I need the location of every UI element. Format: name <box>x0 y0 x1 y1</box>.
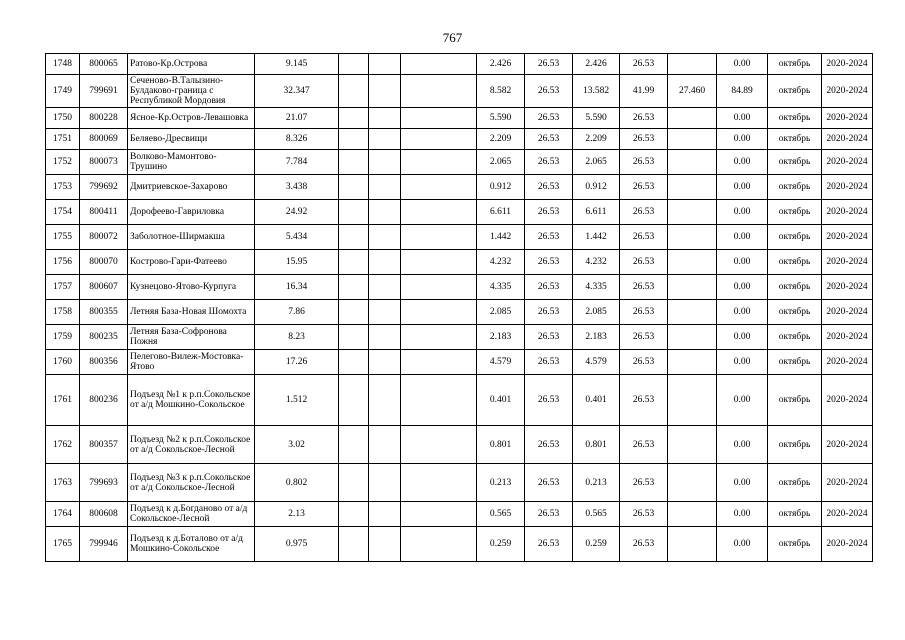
empty-cell <box>339 527 369 562</box>
row-number: 1759 <box>46 325 80 350</box>
road-length: 2.13 <box>255 502 339 527</box>
value-5 <box>668 464 717 502</box>
empty-cell <box>339 225 369 250</box>
value-1: 4.335 <box>477 275 525 300</box>
empty-cell <box>339 426 369 464</box>
value-4: 26.53 <box>620 375 668 426</box>
empty-cell <box>401 225 477 250</box>
years: 2020-2024 <box>822 75 873 108</box>
month: октябрь <box>768 464 822 502</box>
value-3: 4.335 <box>573 275 620 300</box>
value-6: 0.00 <box>717 527 768 562</box>
road-code: 799691 <box>80 75 128 108</box>
empty-cell <box>339 325 369 350</box>
value-3: 0.213 <box>573 464 620 502</box>
row-number: 1753 <box>46 175 80 200</box>
value-5 <box>668 108 717 129</box>
value-5 <box>668 300 717 325</box>
value-2: 26.53 <box>525 502 573 527</box>
value-4: 26.53 <box>620 527 668 562</box>
value-3: 4.579 <box>573 350 620 375</box>
table-row <box>46 300 873 325</box>
empty-cell <box>369 464 401 502</box>
empty-cell <box>339 502 369 527</box>
road-length: 3.02 <box>255 426 339 464</box>
value-3: 6.611 <box>573 200 620 225</box>
row-number: 1758 <box>46 300 80 325</box>
month: октябрь <box>768 325 822 350</box>
road-length: 1.512 <box>255 375 339 426</box>
road-name: Подъезд №2 к р.п.Сокольское от а/д Сокольское-Лесной <box>128 426 255 464</box>
years: 2020-2024 <box>822 200 873 225</box>
value-6: 0.00 <box>717 150 768 175</box>
value-2: 26.53 <box>525 150 573 175</box>
value-2: 26.53 <box>525 175 573 200</box>
value-1: 0.401 <box>477 375 525 426</box>
value-1: 5.590 <box>477 108 525 129</box>
empty-cell <box>369 527 401 562</box>
years: 2020-2024 <box>822 150 873 175</box>
value-4: 26.53 <box>620 464 668 502</box>
table-body <box>46 54 873 562</box>
road-code: 800607 <box>80 275 128 300</box>
road-length: 32.347 <box>255 75 339 108</box>
row-number: 1751 <box>46 129 80 150</box>
value-1: 2.085 <box>477 300 525 325</box>
road-code: 800073 <box>80 150 128 175</box>
value-6: 0.00 <box>717 175 768 200</box>
road-code: 800235 <box>80 325 128 350</box>
road-code: 800228 <box>80 108 128 129</box>
value-6: 0.00 <box>717 54 768 75</box>
empty-cell <box>369 150 401 175</box>
value-2: 26.53 <box>525 527 573 562</box>
month: октябрь <box>768 150 822 175</box>
empty-cell <box>369 175 401 200</box>
value-1: 0.912 <box>477 175 525 200</box>
table-row <box>46 200 873 225</box>
value-4: 41.99 <box>620 75 668 108</box>
value-5 <box>668 325 717 350</box>
value-1: 2.065 <box>477 150 525 175</box>
value-3: 0.401 <box>573 375 620 426</box>
empty-cell <box>401 300 477 325</box>
row-number: 1756 <box>46 250 80 275</box>
value-2: 26.53 <box>525 200 573 225</box>
years: 2020-2024 <box>822 250 873 275</box>
years: 2020-2024 <box>822 108 873 129</box>
road-name: Летняя База-Софронова Пожня <box>128 325 255 350</box>
table-row <box>46 225 873 250</box>
empty-cell <box>401 464 477 502</box>
years: 2020-2024 <box>822 464 873 502</box>
value-5 <box>668 225 717 250</box>
road-name: Волково-Мамонтово-Трушино <box>128 150 255 175</box>
value-3: 0.565 <box>573 502 620 527</box>
value-3: 0.912 <box>573 175 620 200</box>
value-5 <box>668 250 717 275</box>
value-6: 0.00 <box>717 300 768 325</box>
value-3: 2.426 <box>573 54 620 75</box>
years: 2020-2024 <box>822 350 873 375</box>
value-1: 4.232 <box>477 250 525 275</box>
road-code: 800070 <box>80 250 128 275</box>
month: октябрь <box>768 502 822 527</box>
value-6: 84.89 <box>717 75 768 108</box>
month: октябрь <box>768 200 822 225</box>
empty-cell <box>401 375 477 426</box>
row-number: 1749 <box>46 75 80 108</box>
empty-cell <box>401 175 477 200</box>
value-2: 26.53 <box>525 54 573 75</box>
row-number: 1750 <box>46 108 80 129</box>
empty-cell <box>401 150 477 175</box>
row-number: 1762 <box>46 426 80 464</box>
value-2: 26.53 <box>525 275 573 300</box>
empty-cell <box>339 250 369 275</box>
years: 2020-2024 <box>822 502 873 527</box>
years: 2020-2024 <box>822 325 873 350</box>
empty-cell <box>369 300 401 325</box>
empty-cell <box>401 75 477 108</box>
road-name: Подъезд к д.Боталово от а/д Мошкино-Сокольское <box>128 527 255 562</box>
road-code: 800069 <box>80 129 128 150</box>
value-4: 26.53 <box>620 325 668 350</box>
empty-cell <box>369 325 401 350</box>
month: октябрь <box>768 375 822 426</box>
value-6: 0.00 <box>717 129 768 150</box>
empty-cell <box>369 502 401 527</box>
value-3: 2.065 <box>573 150 620 175</box>
road-name: Пелегово-Вилеж-Мостовка-Ятово <box>128 350 255 375</box>
road-code: 800065 <box>80 54 128 75</box>
road-code: 800356 <box>80 350 128 375</box>
table-row <box>46 54 873 75</box>
value-1: 2.183 <box>477 325 525 350</box>
years: 2020-2024 <box>822 426 873 464</box>
value-1: 0.801 <box>477 426 525 464</box>
empty-cell <box>339 175 369 200</box>
road-code: 800236 <box>80 375 128 426</box>
row-number: 1763 <box>46 464 80 502</box>
row-number: 1752 <box>46 150 80 175</box>
years: 2020-2024 <box>822 300 873 325</box>
value-2: 26.53 <box>525 325 573 350</box>
empty-cell <box>369 75 401 108</box>
value-5 <box>668 350 717 375</box>
value-4: 26.53 <box>620 250 668 275</box>
value-4: 26.53 <box>620 426 668 464</box>
table-row <box>46 275 873 300</box>
road-name: Кузнецово-Ятово-Курпуга <box>128 275 255 300</box>
empty-cell <box>401 200 477 225</box>
years: 2020-2024 <box>822 225 873 250</box>
value-2: 26.53 <box>525 426 573 464</box>
month: октябрь <box>768 225 822 250</box>
table-row <box>46 75 873 108</box>
road-length: 0.975 <box>255 527 339 562</box>
empty-cell <box>401 350 477 375</box>
row-number: 1755 <box>46 225 80 250</box>
value-4: 26.53 <box>620 275 668 300</box>
row-number: 1748 <box>46 54 80 75</box>
years: 2020-2024 <box>822 275 873 300</box>
empty-cell <box>369 54 401 75</box>
years: 2020-2024 <box>822 375 873 426</box>
value-6: 0.00 <box>717 502 768 527</box>
road-length: 21.07 <box>255 108 339 129</box>
value-2: 26.53 <box>525 350 573 375</box>
empty-cell <box>401 527 477 562</box>
road-name: Сеченово-В.Талызино-Булдаково-граница с Республикой Мордовия <box>128 75 255 108</box>
empty-cell <box>401 250 477 275</box>
value-3: 4.232 <box>573 250 620 275</box>
empty-cell <box>339 150 369 175</box>
month: октябрь <box>768 426 822 464</box>
road-name: Дмитриевское-Захарово <box>128 175 255 200</box>
empty-cell <box>401 54 477 75</box>
road-name: Подъезд №3 к р.п.Сокольское от а/д Сокольское-Лесной <box>128 464 255 502</box>
value-4: 26.53 <box>620 150 668 175</box>
value-3: 0.259 <box>573 527 620 562</box>
empty-cell <box>339 75 369 108</box>
empty-cell <box>369 426 401 464</box>
month: октябрь <box>768 350 822 375</box>
empty-cell <box>339 375 369 426</box>
value-4: 26.53 <box>620 200 668 225</box>
value-2: 26.53 <box>525 300 573 325</box>
value-1: 0.565 <box>477 502 525 527</box>
month: октябрь <box>768 275 822 300</box>
empty-cell <box>369 200 401 225</box>
road-length: 8.23 <box>255 325 339 350</box>
value-1: 4.579 <box>477 350 525 375</box>
table-row <box>46 325 873 350</box>
value-5 <box>668 54 717 75</box>
value-6: 0.00 <box>717 350 768 375</box>
value-2: 26.53 <box>525 129 573 150</box>
value-2: 26.53 <box>525 225 573 250</box>
years: 2020-2024 <box>822 129 873 150</box>
years: 2020-2024 <box>822 54 873 75</box>
value-5 <box>668 175 717 200</box>
table-row <box>46 426 873 464</box>
table-row <box>46 150 873 175</box>
month: октябрь <box>768 108 822 129</box>
value-6: 0.00 <box>717 225 768 250</box>
value-2: 26.53 <box>525 375 573 426</box>
road-name: Дорофеево-Гавриловка <box>128 200 255 225</box>
row-number: 1760 <box>46 350 80 375</box>
value-2: 26.53 <box>525 75 573 108</box>
month: октябрь <box>768 175 822 200</box>
road-name: Заболотное-Ширмакша <box>128 225 255 250</box>
row-number: 1761 <box>46 375 80 426</box>
road-length: 3.438 <box>255 175 339 200</box>
value-3: 0.801 <box>573 426 620 464</box>
value-5 <box>668 426 717 464</box>
value-3: 1.442 <box>573 225 620 250</box>
road-length: 7.86 <box>255 300 339 325</box>
month: октябрь <box>768 527 822 562</box>
empty-cell <box>401 108 477 129</box>
value-5 <box>668 129 717 150</box>
empty-cell <box>369 250 401 275</box>
empty-cell <box>369 375 401 426</box>
empty-cell <box>369 275 401 300</box>
month: октябрь <box>768 75 822 108</box>
roads-table <box>45 53 873 562</box>
value-2: 26.53 <box>525 464 573 502</box>
value-5 <box>668 375 717 426</box>
empty-cell <box>401 325 477 350</box>
value-4: 26.53 <box>620 54 668 75</box>
value-4: 26.53 <box>620 129 668 150</box>
value-6: 0.00 <box>717 275 768 300</box>
road-length: 9.145 <box>255 54 339 75</box>
road-length: 16.34 <box>255 275 339 300</box>
value-2: 26.53 <box>525 108 573 129</box>
empty-cell <box>369 350 401 375</box>
empty-cell <box>339 108 369 129</box>
road-code: 799946 <box>80 527 128 562</box>
table-row <box>46 350 873 375</box>
empty-cell <box>339 300 369 325</box>
empty-cell <box>339 200 369 225</box>
value-6: 0.00 <box>717 200 768 225</box>
road-code: 800608 <box>80 502 128 527</box>
road-code: 800411 <box>80 200 128 225</box>
value-1: 6.611 <box>477 200 525 225</box>
table-row <box>46 527 873 562</box>
empty-cell <box>339 54 369 75</box>
value-5: 27.460 <box>668 75 717 108</box>
value-6: 0.00 <box>717 108 768 129</box>
value-2: 26.53 <box>525 250 573 275</box>
table-row <box>46 502 873 527</box>
value-1: 2.209 <box>477 129 525 150</box>
table-row <box>46 375 873 426</box>
value-5 <box>668 150 717 175</box>
value-5 <box>668 200 717 225</box>
road-length: 15.95 <box>255 250 339 275</box>
road-length: 24.92 <box>255 200 339 225</box>
value-1: 8.582 <box>477 75 525 108</box>
empty-cell <box>401 275 477 300</box>
road-length: 8.326 <box>255 129 339 150</box>
table-row <box>46 129 873 150</box>
road-code: 800355 <box>80 300 128 325</box>
value-3: 13.582 <box>573 75 620 108</box>
value-6: 0.00 <box>717 375 768 426</box>
month: октябрь <box>768 250 822 275</box>
row-number: 1754 <box>46 200 80 225</box>
road-code: 800357 <box>80 426 128 464</box>
value-3: 2.085 <box>573 300 620 325</box>
value-3: 2.209 <box>573 129 620 150</box>
value-4: 26.53 <box>620 300 668 325</box>
road-name: Подъезд №1 к р.п.Сокольское от а/д Мошкино-Сокольское <box>128 375 255 426</box>
value-4: 26.53 <box>620 108 668 129</box>
value-4: 26.53 <box>620 350 668 375</box>
value-4: 26.53 <box>620 175 668 200</box>
value-4: 26.53 <box>620 502 668 527</box>
road-name: Подъезд к д.Богданово от а/д Сокольское-Лесной <box>128 502 255 527</box>
month: октябрь <box>768 300 822 325</box>
value-6: 0.00 <box>717 464 768 502</box>
road-code: 799692 <box>80 175 128 200</box>
value-6: 0.00 <box>717 325 768 350</box>
road-name: Летняя База-Новая Шомохта <box>128 300 255 325</box>
month: октябрь <box>768 54 822 75</box>
value-1: 0.259 <box>477 527 525 562</box>
empty-cell <box>369 129 401 150</box>
value-6: 0.00 <box>717 250 768 275</box>
road-code: 800072 <box>80 225 128 250</box>
value-3: 5.590 <box>573 108 620 129</box>
empty-cell <box>401 129 477 150</box>
road-length: 17.26 <box>255 350 339 375</box>
years: 2020-2024 <box>822 527 873 562</box>
row-number: 1765 <box>46 527 80 562</box>
empty-cell <box>369 225 401 250</box>
empty-cell <box>401 426 477 464</box>
value-4: 26.53 <box>620 225 668 250</box>
value-5 <box>668 502 717 527</box>
empty-cell <box>339 275 369 300</box>
road-name: Ратово-Кр.Острова <box>128 54 255 75</box>
value-5 <box>668 527 717 562</box>
value-1: 2.426 <box>477 54 525 75</box>
value-1: 1.442 <box>477 225 525 250</box>
table-row <box>46 175 873 200</box>
value-5 <box>668 275 717 300</box>
table-row <box>46 250 873 275</box>
road-length: 7.784 <box>255 150 339 175</box>
empty-cell <box>401 502 477 527</box>
value-6: 0.00 <box>717 426 768 464</box>
month: октябрь <box>768 129 822 150</box>
page-number: 767 <box>442 30 463 45</box>
empty-cell <box>339 129 369 150</box>
years: 2020-2024 <box>822 175 873 200</box>
empty-cell <box>339 350 369 375</box>
road-length: 5.434 <box>255 225 339 250</box>
table-row <box>46 108 873 129</box>
row-number: 1764 <box>46 502 80 527</box>
road-length: 0.802 <box>255 464 339 502</box>
table-row <box>46 464 873 502</box>
road-name: Кострово-Гари-Фатеево <box>128 250 255 275</box>
value-1: 0.213 <box>477 464 525 502</box>
empty-cell <box>369 108 401 129</box>
empty-cell <box>339 464 369 502</box>
row-number: 1757 <box>46 275 80 300</box>
value-3: 2.183 <box>573 325 620 350</box>
road-name: Беляево-Дресвищи <box>128 129 255 150</box>
road-code: 799693 <box>80 464 128 502</box>
road-name: Ясное-Кр.Остров-Левашовка <box>128 108 255 129</box>
